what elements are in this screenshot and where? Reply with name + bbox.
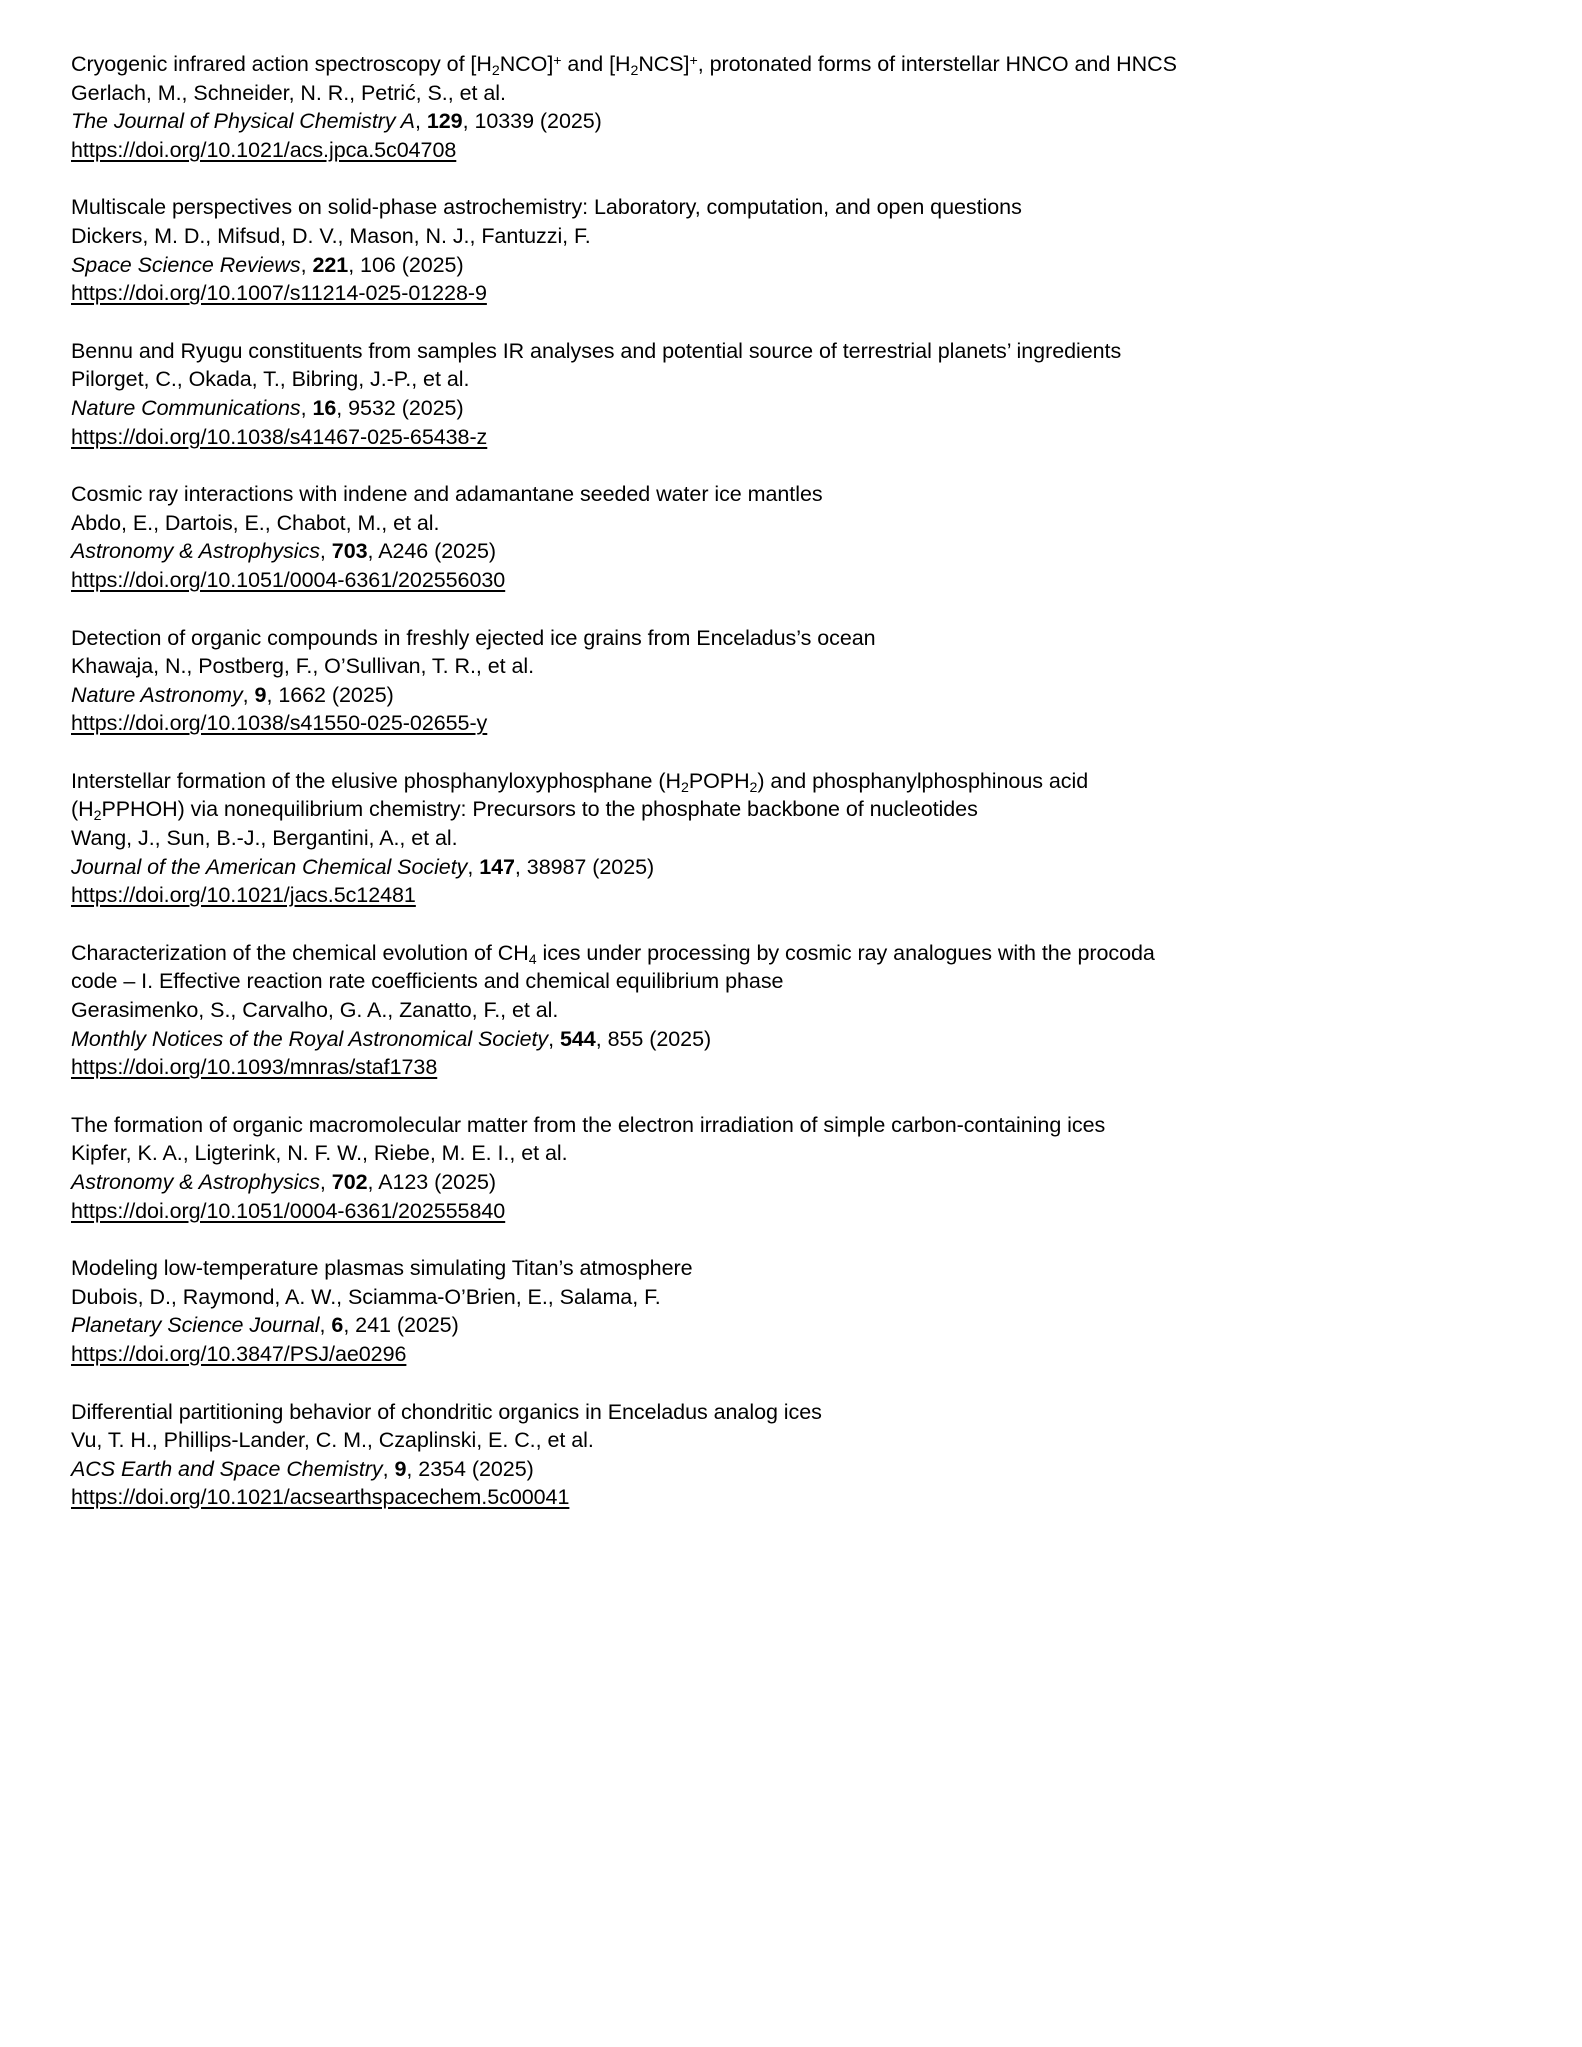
journal-volume: 147 <box>479 854 515 879</box>
reference-citation: Journal of the American Chemical Society, 147, 38987 (2025) <box>71 854 655 879</box>
doi-link[interactable]: https://doi.org/10.1051/0004-6361/202556030 <box>71 567 506 592</box>
doi-link[interactable]: https://doi.org/10.1093/mnras/staf1738 <box>71 1055 438 1080</box>
journal-pages: 1662 <box>278 682 326 707</box>
reference-title: Bennu and Ryugu constituents from samples IR analyses and potential source of terrestrial planets’ ingredients <box>71 338 1122 363</box>
journal-pages: 241 <box>355 1313 391 1338</box>
reference-title: Cryogenic infrared action spectroscopy of $[H_2NCO]^+$ and $[H_2NCS]^+$, protonated forms of interstellar HNCO and HNCS <box>71 52 1177 79</box>
reference-authors: Wang, J., Sun, B.-J., Bergantini, A., et al. <box>71 826 458 851</box>
reference-title: Interstellar formation of the elusive phosphanyloxyphosphane $(H_2POPH_2)$ and phosphanylphosphinous acid $(H_2PPHOH)$ via nonequilibrium chemistry: Precursors to the phosphate backbone of nucleotides <box>71 768 1095 825</box>
reference-list <box>71 50 1512 1512</box>
journal-pages: 855 <box>607 1026 644 1051</box>
reference-authors: Khawaja, N., Postberg, F., O’Sullivan, T. R., et al. <box>71 654 535 679</box>
reference-authors: Kipfer, K. A., Ligterink, N. F. W., Riebe, M. E. I., et al. <box>71 1141 568 1166</box>
reference-authors: Vu, T. H., Phillips-Lander, C. M., Czaplinski, E. C., et al. <box>71 1428 594 1453</box>
reference-citation: Astronomy & Astrophysics, 703, A246 (2025) <box>71 539 496 564</box>
doi-link[interactable]: https://doi.org/10.1051/0004-6361/202555840 <box>71 1198 506 1223</box>
doi-link[interactable]: https://doi.org/10.1021/jacs.5c12481 <box>71 883 416 908</box>
publication-year: (2025) <box>396 1313 459 1338</box>
journal-pages: 2354 <box>418 1456 466 1481</box>
reference-entry <box>71 50 1512 164</box>
reference-doi-line <box>71 423 1512 452</box>
doi-link[interactable]: https://doi.org/10.1021/acsearthspacechem.5c00041 <box>71 1485 570 1510</box>
reference-citation: Planetary Science Journal, 6, 241 (2025) <box>71 1313 459 1338</box>
journal-name: Nature Astronomy <box>71 682 243 707</box>
journal-pages: 106 <box>360 252 396 277</box>
reference-doi-line <box>71 881 1512 910</box>
reference-doi-line <box>71 1053 1512 1082</box>
publication-year: (2025) <box>649 1026 712 1051</box>
journal-volume: 6 <box>331 1313 344 1338</box>
doi-link[interactable]: https://doi.org/10.1038/s41550-025-02655-y <box>71 711 488 736</box>
reference-authors: Gerasimenko, S., Carvalho, G. A., Zanatto, F., et al. <box>71 998 559 1023</box>
reference-citation: The Journal of Physical Chemistry A, 129, 10339 (2025) <box>71 109 602 134</box>
journal-name: Astronomy & Astrophysics <box>71 539 320 564</box>
journal-pages: A246 <box>378 539 429 564</box>
reference-entry <box>71 767 1512 910</box>
reference-citation: Nature Astronomy, 9, 1662 (2025) <box>71 682 394 707</box>
reference-authors: Gerlach, M., Schneider, N. R., Petrić, S., et al. <box>71 80 506 105</box>
journal-name: Monthly Notices of the Royal Astronomical Society <box>71 1026 549 1051</box>
journal-name: Space Science Reviews <box>71 252 301 277</box>
reference-title: The formation of organic macromolecular matter from the electron irradiation of simple carbon-containing ices <box>71 1112 1106 1137</box>
reference-entry <box>71 1111 1512 1225</box>
reference-doi-line <box>71 136 1512 165</box>
reference-authors: Abdo, E., Dartois, E., Chabot, M., et al. <box>71 510 440 535</box>
doi-link[interactable]: https://doi.org/10.1007/s11214-025-01228-9 <box>71 281 487 306</box>
reference-title: Modeling low-temperature plasmas simulating Titan’s atmosphere <box>71 1256 693 1281</box>
publication-year: (2025) <box>434 1170 496 1194</box>
publication-year: (2025) <box>331 682 394 707</box>
journal-pages: 10339 <box>474 109 534 134</box>
journal-name: Planetary Science Journal <box>71 1313 320 1338</box>
reference-doi-line <box>71 1340 1512 1369</box>
reference-doi-line <box>71 566 1512 595</box>
journal-volume: 703 <box>331 539 368 564</box>
journal-name: ACS Earth and Space Chemistry <box>71 1456 383 1481</box>
reference-title: Characterization of the chemical evolution of $CH_4$ ices under processing by cosmic ray analogues with the procoda code – I. Effective reaction rate coefficients and chemical equilibrium phase <box>71 940 1161 994</box>
reference-citation: ACS Earth and Space Chemistry, 9, 2354 (2025) <box>71 1456 534 1481</box>
journal-name: Journal of the American Chemical Society <box>71 854 468 879</box>
journal-name: Astronomy & Astrophysics <box>71 1170 320 1194</box>
doi-link[interactable]: https://doi.org/10.1021/acs.jpca.5c04708 <box>71 137 457 162</box>
reference-doi-line <box>71 279 1512 308</box>
publication-year: (2025) <box>401 395 464 420</box>
journal-pages: 9532 <box>348 395 396 420</box>
reference-doi-line <box>71 1483 1512 1512</box>
publication-year: (2025) <box>401 252 464 277</box>
reference-title: Differential partitioning behavior of chondritic organics in Enceladus analog ices <box>71 1399 822 1424</box>
publication-year: (2025) <box>592 854 655 879</box>
journal-name: The Journal of Physical Chemistry A <box>71 109 415 134</box>
journal-pages: A123 <box>378 1170 429 1194</box>
doi-link[interactable]: https://doi.org/10.1038/s41467-025-65438-z <box>71 424 488 449</box>
journal-volume: 221 <box>312 252 349 277</box>
reference-entry <box>71 480 1512 594</box>
reference-entry <box>71 939 1512 1082</box>
reference-entry <box>71 337 1512 451</box>
reference-citation: Space Science Reviews, 221, 106 (2025) <box>71 252 464 277</box>
reference-title: Cosmic ray interactions with indene and adamantane seeded water ice mantles <box>71 482 823 507</box>
reference-authors: Dickers, M. D., Mifsud, D. V., Mason, N. J., Fantuzzi, F. <box>71 223 591 248</box>
doi-link[interactable]: https://doi.org/10.3847/PSJ/ae0296 <box>71 1341 407 1366</box>
journal-volume: 16 <box>312 395 337 420</box>
reference-entry <box>71 1398 1512 1512</box>
reference-title: Detection of organic compounds in freshly ejected ice grains from Enceladus’s ocean <box>71 625 876 650</box>
publication-year: (2025) <box>471 1456 534 1481</box>
journal-pages: 38987 <box>526 854 587 879</box>
journal-volume: 9 <box>394 1456 407 1481</box>
reference-doi-line <box>71 1197 1512 1226</box>
reference-entry <box>71 1254 1512 1368</box>
reference-citation: Astronomy & Astrophysics, 702, A123 (2025) <box>71 1170 496 1194</box>
reference-entry <box>71 193 1512 307</box>
publication-year: (2025) <box>539 109 602 134</box>
publication-year: (2025) <box>434 539 496 564</box>
reference-doi-line <box>71 709 1512 738</box>
reference-authors: Dubois, D., Raymond, A. W., Sciamma-O’Brien, E., Salama, F. <box>71 1284 661 1309</box>
journal-volume: 544 <box>559 1026 596 1051</box>
reference-title: Multiscale perspectives on solid-phase astrochemistry: Laboratory, computation, and open questions <box>71 195 1022 220</box>
journal-volume: 129 <box>426 109 463 134</box>
journal-volume: 702 <box>331 1170 368 1194</box>
reference-authors: Pilorget, C., Okada, T., Bibring, J.-P., et al. <box>71 367 470 392</box>
reference-citation: Nature Communications, 16, 9532 (2025) <box>71 395 464 420</box>
journal-name: Nature Communications <box>71 395 301 420</box>
journal-volume: 9 <box>254 682 267 707</box>
reference-entry <box>71 624 1512 738</box>
reference-citation: Monthly Notices of the Royal Astronomical Society, 544, 855 (2025) <box>71 1026 712 1051</box>
